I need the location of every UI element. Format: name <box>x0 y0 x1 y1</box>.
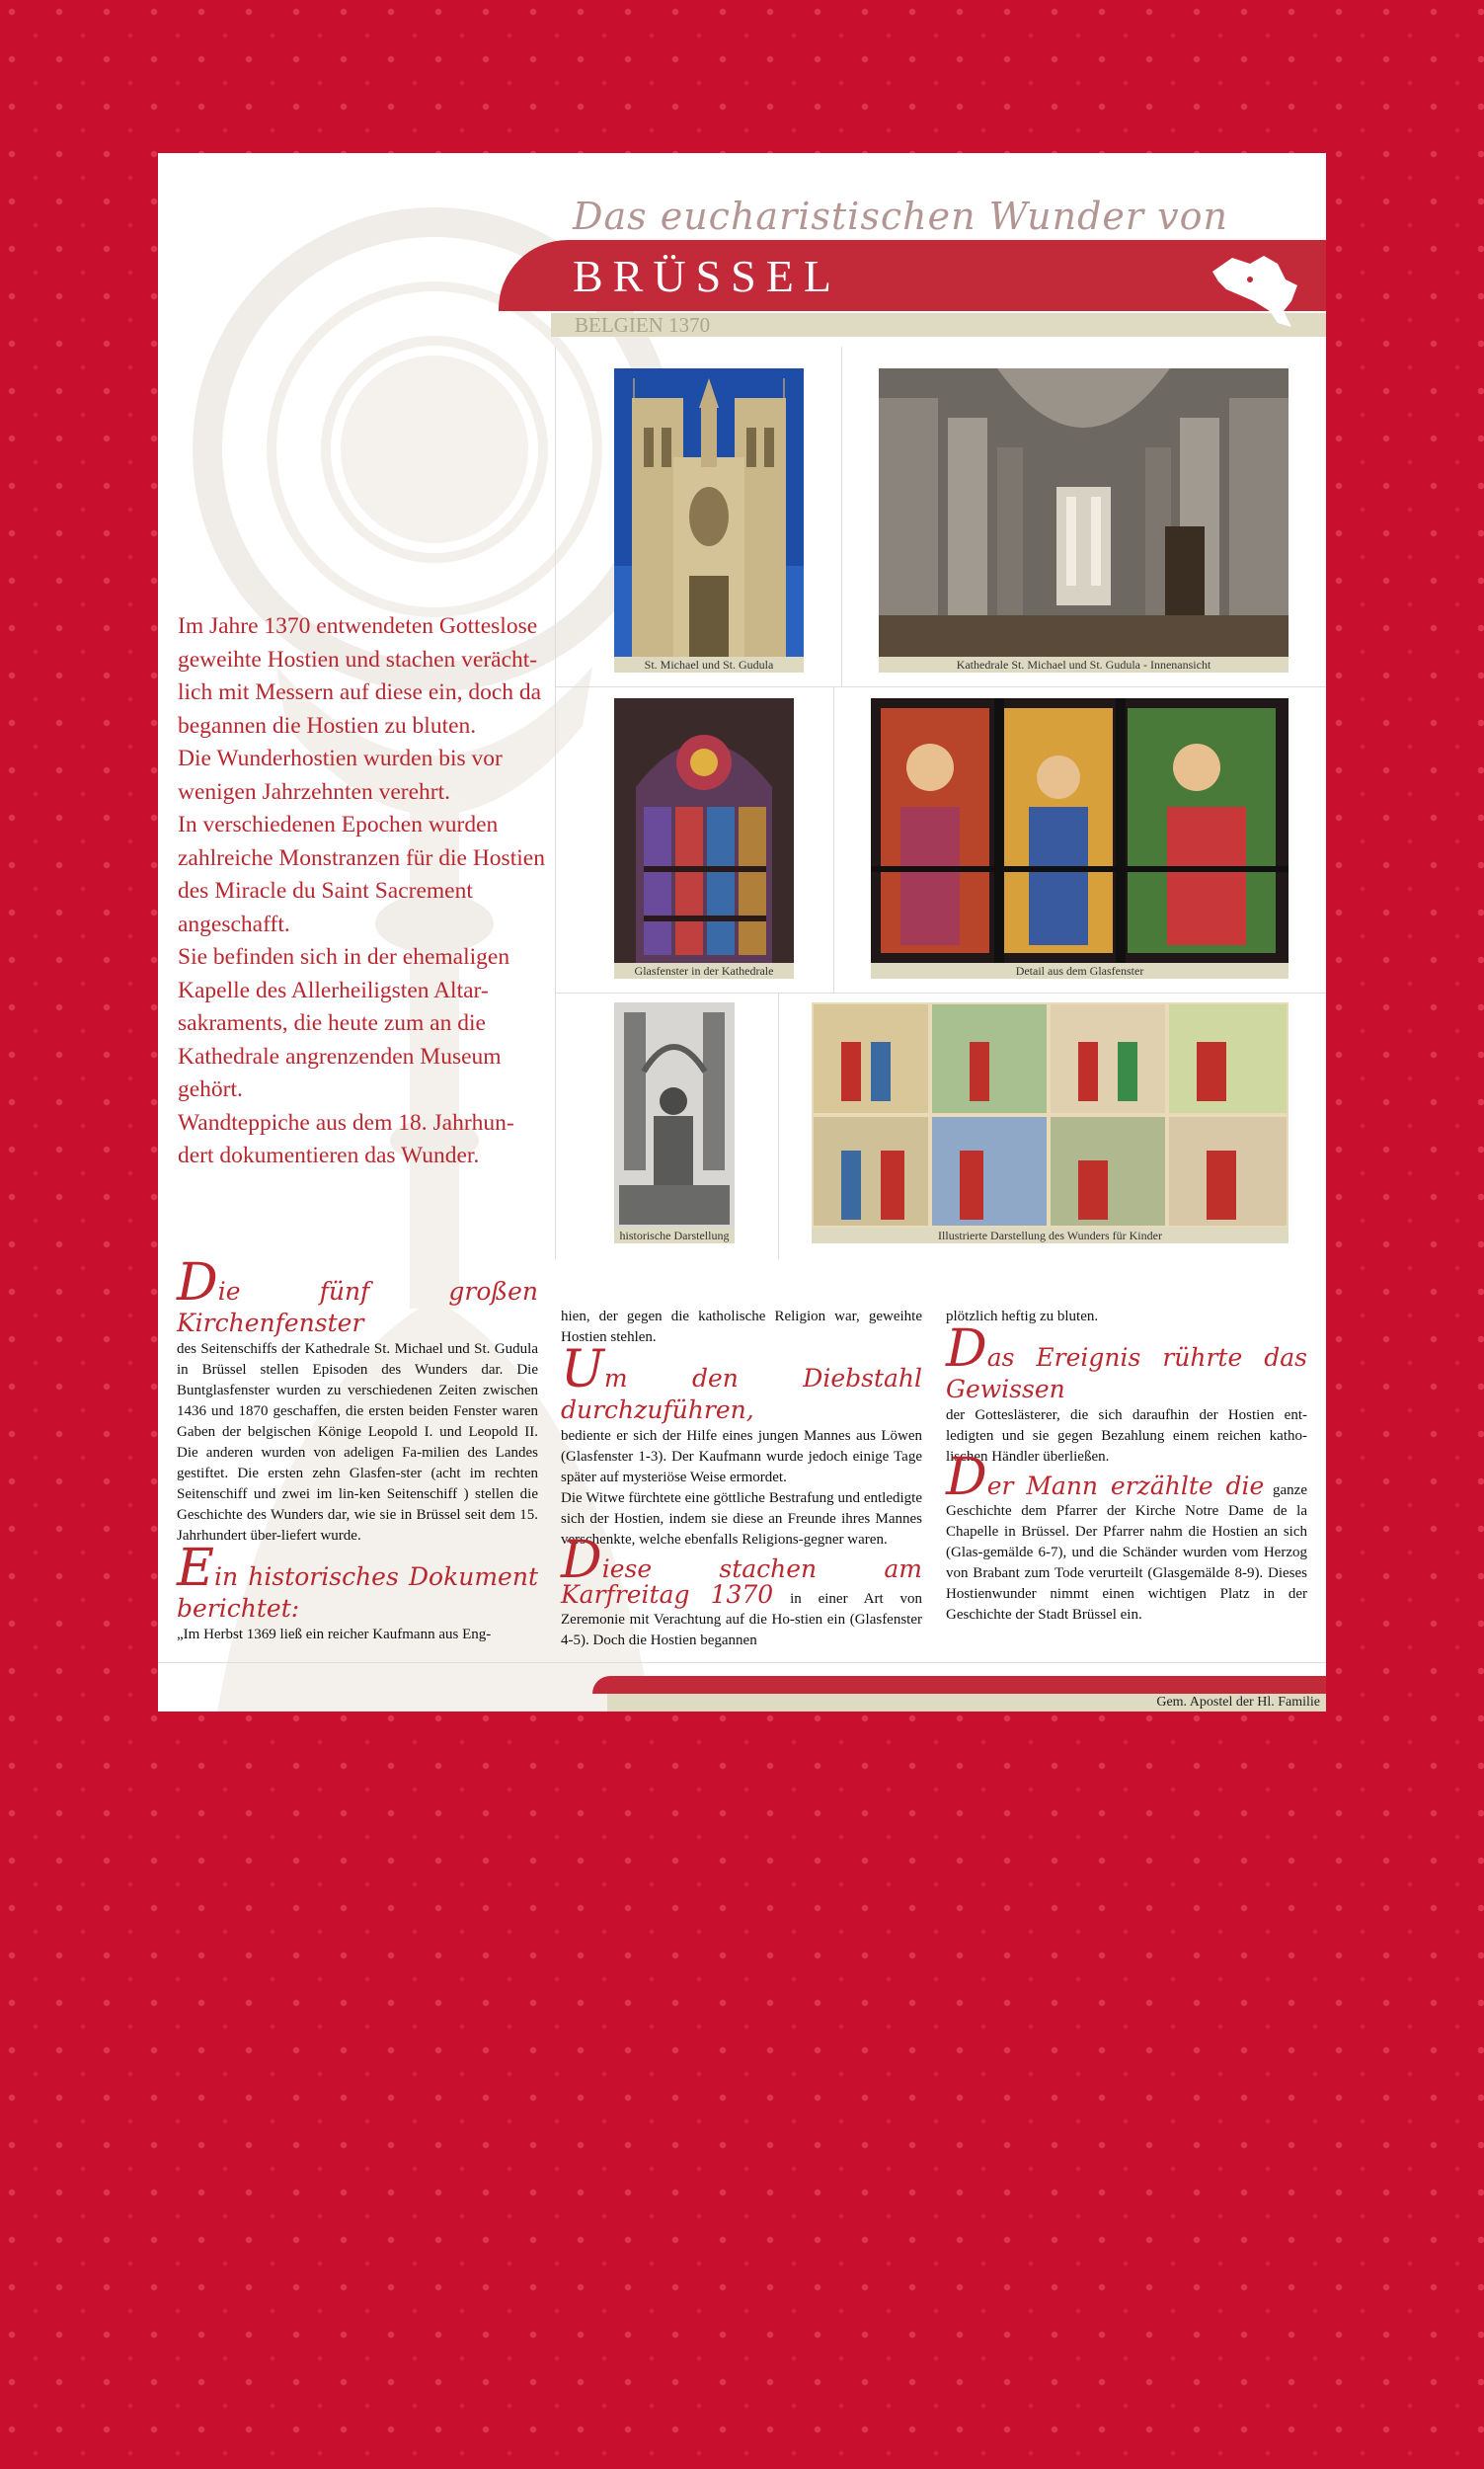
intro-text <box>178 610 548 1173</box>
photo-glass-detail <box>871 698 1289 963</box>
photo-historic-engraving <box>614 1002 735 1228</box>
photo-cathedral-interior <box>879 368 1289 657</box>
intro-paragraph: Im Jahre 1370 entwendeten Gotteslose geweihte Hostien und stachen verächt-lich mit Messern auf diese ein, doch da begannen die Hostien zu bluten. <box>178 613 542 739</box>
article-paragraph: des Seitenschiffs der Kathedrale St. Michael und St. Gudula in Brüssel stellen Episoden des Wunders dar. Die Buntglasfenster wurden zu verschiedenen Zeiten zwischen 1436 und 1870 geschaffen, die ersten beiden Fenster waren Gaben der belgischen Könige Leopold I. und Leopold II. Die anderen wurden von adeligen Fa-milien des Landes gestiftet. Die ersten zehn Glasfen-ster (acht im rechten Seitenschiff und zwei im lin-ken Seitenschiff ) stellen die Geschichte des Wunders dar, wie sie in Brüssel seit dem 15. Jahrhundert über-liefert wurde. <box>177 1341 538 1544</box>
photo-caption: Kathedrale St. Michael und St. Gudula - Innenansicht <box>879 657 1289 673</box>
article-paragraph: Diese stachen am Karfreitag 1370 in einer Art von Zeremonie mit Verachtung auf die Ho-stien ein (Glasfenster 4-5). Doch die Hostien begannen <box>561 1531 922 1648</box>
section-heading: Diese stachen am Karfreitag 1370 <box>561 1531 922 1609</box>
section-heading: Die fünf großen Kirchenfenster <box>177 1253 538 1337</box>
footer-sub-band <box>607 1694 1326 1712</box>
article-column-3 <box>946 1307 1307 1626</box>
photo-illustrated-panels <box>812 1002 1289 1228</box>
page-title: BRÜSSEL <box>573 251 841 301</box>
belgium-map-icon <box>1207 250 1305 331</box>
section-heading: Ein historisches Dokument berichtet: <box>177 1539 538 1623</box>
section-heading: Das Ereignis rührte das Gewissen <box>946 1319 1307 1403</box>
article-column-1 <box>177 1253 538 1645</box>
photo-caption: Glasfenster in der Kathedrale <box>614 963 794 979</box>
photo-stained-glass-window <box>614 698 794 963</box>
photo-cathedral-facade <box>614 368 804 657</box>
intro-paragraph: Sie befinden sich in der ehemaligen Kapelle des Allerheiligsten Altar-sakraments, die heute zum an die Kathedrale angrenzenden Museum gehört. <box>178 944 510 1102</box>
intro-paragraph: Die Wunderhostien wurden bis vor wenigen Jahrzehnten verehrt. <box>178 746 503 805</box>
article-column-2 <box>561 1307 922 1651</box>
country-year: BELGIEN 1370 <box>575 313 711 337</box>
section-heading: Um den Diebstahl durchzuführen, <box>561 1340 922 1424</box>
photo-caption: St. Michael und St. Gudula <box>614 657 804 673</box>
article-paragraph: der Gotteslästerer, die sich daraufhin der Hostien ent-ledigten und sie gegen Bezahlung einem reichen katho-lischen Händler überließen. <box>946 1407 1307 1465</box>
photo-caption: historische Darstellung <box>614 1228 735 1243</box>
footer-credit: Gem. Apostel der Hl. Familie <box>1156 1695 1320 1710</box>
title-band <box>499 240 1326 311</box>
footer-band <box>592 1676 1326 1694</box>
article-paragraph: Der Mann erzählte die ganze Geschichte dem Pfarrer der Kirche Notre Dame de la Chapelle in Brüssel. Der Pfarrer nahm die Hostien an sich (Glas-gemälde 6-7), und die Schänder wurden vom Herzog von Brabant zum Tode verurteilt (Glasgemälde 8-9). Dieses Hostienwunder nimmt einen wichtigen Platz in der Geschichte der Stadt Brüssel ein. <box>946 1448 1307 1623</box>
intro-paragraph: Wandteppiche aus dem 18. Jahrhun-dert dokumentieren das Wunder. <box>178 1109 514 1168</box>
section-heading: Der Mann erzählte die <box>946 1448 1265 1507</box>
photo-grid <box>555 347 1326 1259</box>
content-panel <box>158 153 1326 1712</box>
footer-divider <box>158 1662 1326 1663</box>
article-paragraph: „Im Herbst 1369 ließ ein reicher Kaufmann aus Eng- <box>177 1627 492 1642</box>
header-subtitle: Das eucharistischen Wunder von <box>573 195 1228 238</box>
intro-paragraph: In verschiedenen Epochen wurden zahlreiche Monstranzen für die Hostien des Miracle du Saint Sacrement angeschafft. <box>178 812 545 937</box>
photo-caption: Detail aus dem Glasfenster <box>871 963 1289 979</box>
article-paragraph: Die Witwe fürchtete eine göttliche Bestrafung und entledigte sich der Hostien, indem sie diese an Freunde ihres Mannes verschenkte, welche ebenfalls Religions-gegner waren. <box>561 1490 922 1548</box>
photo-caption: Illustrierte Darstellung des Wunders für Kinder <box>812 1228 1289 1243</box>
article-paragraph: hien, der gegen die katholische Religion war, geweihte Hostien stehlen. <box>561 1309 922 1345</box>
article-paragraph: plötzlich heftig zu bluten. <box>946 1309 1099 1324</box>
article-paragraph: bediente er sich der Hilfe eines jungen Mannes aus Löwen (Glasfenster 1-3). Der Kaufmann wurde jedoch einige Tage später auf mysteriöse Weise ermordet. <box>561 1428 922 1485</box>
